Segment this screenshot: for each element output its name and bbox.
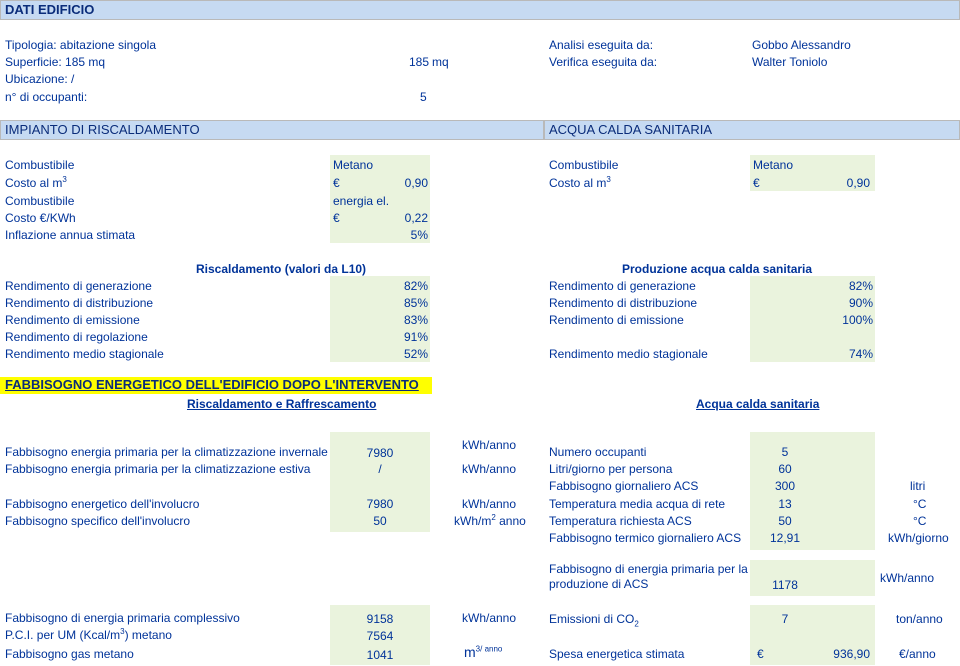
- numero-label: Numero occupanti: [549, 445, 647, 459]
- combustibile-label: Combustibile: [5, 158, 75, 172]
- giorn-unit: litri: [910, 479, 926, 493]
- spesa-value: 936,90: [833, 647, 870, 661]
- termico-unit: kWh/giorno: [888, 531, 949, 545]
- combustibile2-value[interactable]: energia el.: [333, 194, 390, 208]
- occupanti-label: n° di occupanti:: [5, 90, 88, 104]
- inflazione-value[interactable]: 5%: [410, 228, 428, 242]
- tipologia-text: Tipologia: abitazione singola: [5, 38, 156, 52]
- est-unit: kWh/anno: [462, 462, 517, 476]
- inv-unit: kWh/anno: [462, 438, 517, 452]
- heating-eff-label: Rendimento di distribuzione: [5, 296, 154, 310]
- combustibile-value[interactable]: Metano: [333, 158, 374, 172]
- inflazione-label: Inflazione annua stimata: [5, 228, 136, 242]
- dhw-eff-value[interactable]: 100%: [842, 313, 873, 327]
- numero-value[interactable]: 5: [781, 445, 789, 459]
- needs-left-title: Riscaldamento e Raffrescamento: [187, 397, 377, 411]
- inv-value: 7980: [366, 446, 394, 460]
- giorn-label: Fabbisogno giornaliero ACS: [549, 479, 699, 493]
- co2-value: 7: [781, 612, 789, 626]
- dhw-eff-label: Rendimento medio stagionale: [549, 347, 708, 361]
- dhw-eff-label: Rendimento di emissione: [549, 313, 684, 327]
- dhw-combustibile-label: Combustibile: [549, 158, 619, 172]
- inv2-label: Fabbisogno energetico dell'involucro: [5, 497, 200, 511]
- euro-icon: €: [757, 647, 764, 661]
- page-title: DATI EDIFICIO: [5, 2, 95, 17]
- pci-label: P.C.I. per UM $(Kcal/m^3)$ metano: [5, 627, 172, 642]
- heating-eff-label: Rendimento medio stagionale: [5, 347, 164, 361]
- dhw-eff-value: 74%: [848, 347, 873, 361]
- dhw-eff-value[interactable]: 82%: [848, 279, 873, 293]
- heating-eff-value[interactable]: 85%: [403, 296, 428, 310]
- costo-m3-value[interactable]: 0,90: [404, 176, 428, 190]
- compl-value: 9158: [366, 612, 394, 626]
- litri-value[interactable]: 60: [778, 462, 792, 476]
- verifica-value: Walter Toniolo: [752, 55, 828, 69]
- costo-kwh-value[interactable]: 0,22: [404, 211, 428, 225]
- temp-rete-unit: °C: [913, 497, 927, 511]
- dhw-header-label: ACQUA CALDA SANITARIA: [549, 122, 713, 137]
- dhw-eff-value[interactable]: 90%: [848, 296, 873, 310]
- gas-value: 1041: [366, 648, 394, 662]
- heating-efficiency-title: Riscaldamento (valori da L10): [196, 262, 367, 276]
- euro-icon: €: [333, 211, 340, 225]
- occupanti-value: 5: [420, 90, 427, 104]
- dati-edificio-header: [0, 0, 960, 20]
- dhw-costo-label: Costo al $m^3$: [549, 175, 611, 190]
- euro-icon: €: [753, 176, 760, 190]
- inv2-unit: kWh/anno: [462, 497, 517, 511]
- temp-rete-label: Temperatura media acqua di rete: [549, 497, 726, 511]
- superficie-value: 185: [409, 55, 430, 69]
- litri-label: Litri/giorno per persona: [549, 462, 673, 476]
- costo-m3-label: Costo al $m^3$: [5, 175, 67, 190]
- dhw-combustibile-value[interactable]: Metano: [753, 158, 794, 172]
- spec-value: 50: [373, 514, 387, 528]
- est-label: Fabbisogno energia primaria per la climatizzazione estiva: [5, 462, 311, 476]
- dhw-efficiency-title: Produzione acqua calda sanitaria: [622, 262, 813, 276]
- analisi-label: Analisi eseguita da:: [549, 38, 654, 52]
- heating-header-label: IMPIANTO DI RISCALDAMENTO: [5, 122, 200, 137]
- prim-acs-value: 1178: [772, 578, 798, 592]
- superficie-unit: mq: [432, 55, 449, 69]
- verifica-label: Verifica eseguita da:: [549, 55, 658, 69]
- needs-header: FABBISOGNO ENERGETICO DELL'EDIFICIO DOPO L'INTERVENTO: [5, 377, 419, 392]
- spec-label: Fabbisogno specifico dell'involucro: [5, 514, 191, 528]
- ubicazione-text: Ubicazione: /: [5, 72, 75, 86]
- heating-eff-value[interactable]: 82%: [403, 279, 428, 293]
- dhw-eff-label: Rendimento di distribuzione: [549, 296, 698, 310]
- euro-icon: €: [333, 176, 340, 190]
- spesa-label: Spesa energetica stimata: [549, 647, 685, 661]
- compl-unit: kWh/anno: [462, 611, 517, 625]
- co2-unit: ton/anno: [896, 612, 943, 626]
- needs-right-title: Acqua calda sanitaria: [696, 397, 820, 411]
- heating-eff-value[interactable]: 91%: [403, 330, 428, 344]
- heating-eff-value: 52%: [403, 347, 428, 361]
- superficie-text: Superficie: 185 mq: [5, 55, 106, 69]
- pci-value: 7564: [366, 629, 394, 643]
- est-value: /: [378, 462, 382, 476]
- giorn-value: 300: [774, 479, 796, 493]
- termico-value: 12,91: [769, 531, 801, 545]
- inv-label: Fabbisogno energia primaria per la climatizzazione invernale: [5, 445, 328, 459]
- heating-eff-label: Rendimento di regolazione: [5, 330, 148, 344]
- prim-acs-label-2: produzione di ACS: [549, 577, 649, 591]
- temp-rich-unit: °C: [913, 514, 927, 528]
- costo-kwh-label: Costo €/KWh: [5, 211, 76, 225]
- dhw-eff-label: Rendimento di generazione: [549, 279, 696, 293]
- termico-label: Fabbisogno termico giornaliero ACS: [549, 531, 742, 545]
- temp-rete-value[interactable]: 13: [778, 497, 792, 511]
- prim-acs-unit: kWh/anno: [880, 571, 935, 585]
- spec-unit: kWh/$m^2$ anno: [454, 513, 526, 528]
- heating-eff-value[interactable]: 83%: [403, 313, 428, 327]
- gas-unit: $m^{3/ anno}$: [464, 644, 503, 660]
- prim-acs-label-1: Fabbisogno di energia primaria per la: [549, 562, 748, 576]
- temp-rich-label: Temperatura richiesta ACS: [549, 514, 692, 528]
- inv2-value: 7980: [366, 497, 394, 511]
- analisi-value: Gobbo Alessandro: [752, 38, 851, 52]
- compl-label: Fabbisogno di energia primaria complessivo: [5, 611, 240, 625]
- spesa-unit: €/anno: [899, 647, 936, 661]
- heating-eff-label: Rendimento di generazione: [5, 279, 152, 293]
- temp-rich-value[interactable]: 50: [778, 514, 792, 528]
- co2-label: Emissioni di $CO_2$: [549, 612, 639, 629]
- dhw-costo-value[interactable]: 0,90: [846, 176, 870, 190]
- combustibile2-label: Combustibile: [5, 194, 75, 208]
- heating-eff-label: Rendimento di emissione: [5, 313, 140, 327]
- gas-label: Fabbisogno gas metano: [5, 647, 134, 661]
